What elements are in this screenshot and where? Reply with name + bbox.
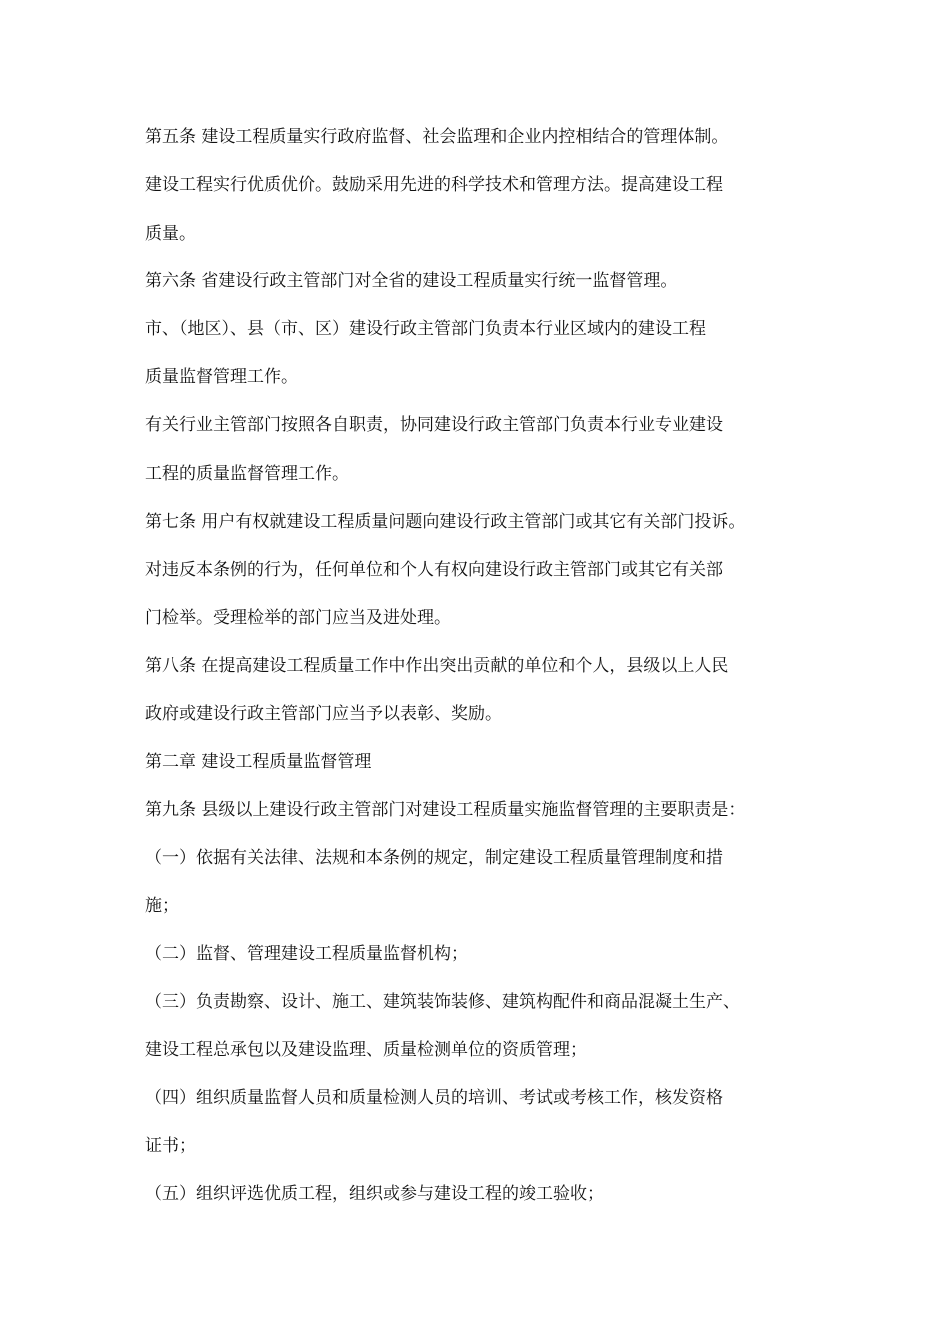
text-line: 门检举。受理检举的部门应当及进处理。 [145,608,451,628]
text-line: （三）负责勘察、设计、施工、建筑装饰装修、建筑构配件和商品混凝土生产、 [145,992,740,1012]
text-line: （一）依据有关法律、法规和本条例的规定，制定建设工程质量管理制度和措 [145,848,723,868]
text-line: 第七条 用户有权就建设工程质量问题向建设行政主管部门或其它有关部门投诉。 [145,512,746,532]
text-line: 质量监督管理工作。 [145,367,298,387]
text-line: （四）组织质量监督人员和质量检测人员的培训、考试或考核工作，核发资格 [145,1088,723,1108]
text-line: 证书； [145,1136,196,1156]
text-line: （二）监督、管理建设工程质量监督机构； [145,944,468,964]
text-line: 市、（地区）、县（市、区）建设行政主管部门负责本行业区域内的建设工程 [145,319,706,339]
text-line: 施； [145,896,179,916]
text-line: 建设工程实行优质优价。鼓励采用先进的科学技术和管理方法。提高建设工程 [145,175,723,195]
text-line: 第五条 建设工程质量实行政府监督、社会监理和企业内控相结合的管理体制。 [145,127,729,147]
text-line: 质量。 [145,224,196,244]
chapter-heading: 第二章 建设工程质量监督管理 [145,752,372,772]
text-line: 对违反本条例的行为，任何单位和个人有权向建设行政主管部门或其它有关部 [145,560,723,580]
text-line: 有关行业主管部门按照各自职责，协同建设行政主管部门负责本行业专业建设 [145,415,723,435]
text-line: 政府或建设行政主管部门应当予以表彰、奖励。 [145,704,502,724]
text-line: 建设工程总承包以及建设监理、质量检测单位的资质管理； [145,1040,587,1060]
text-line: 第八条 在提高建设工程质量工作中作出突出贡献的单位和个人，县级以上人民 [145,656,729,676]
text-line: 第九条 县级以上建设行政主管部门对建设工程质量实施监督管理的主要职责是： [145,800,746,820]
text-line: 工程的质量监督管理工作。 [145,464,349,484]
text-line: （五）组织评选优质工程，组织或参与建设工程的竣工验收； [145,1184,604,1204]
text-line: 第六条 省建设行政主管部门对全省的建设工程质量实行统一监督管理。 [145,271,678,291]
